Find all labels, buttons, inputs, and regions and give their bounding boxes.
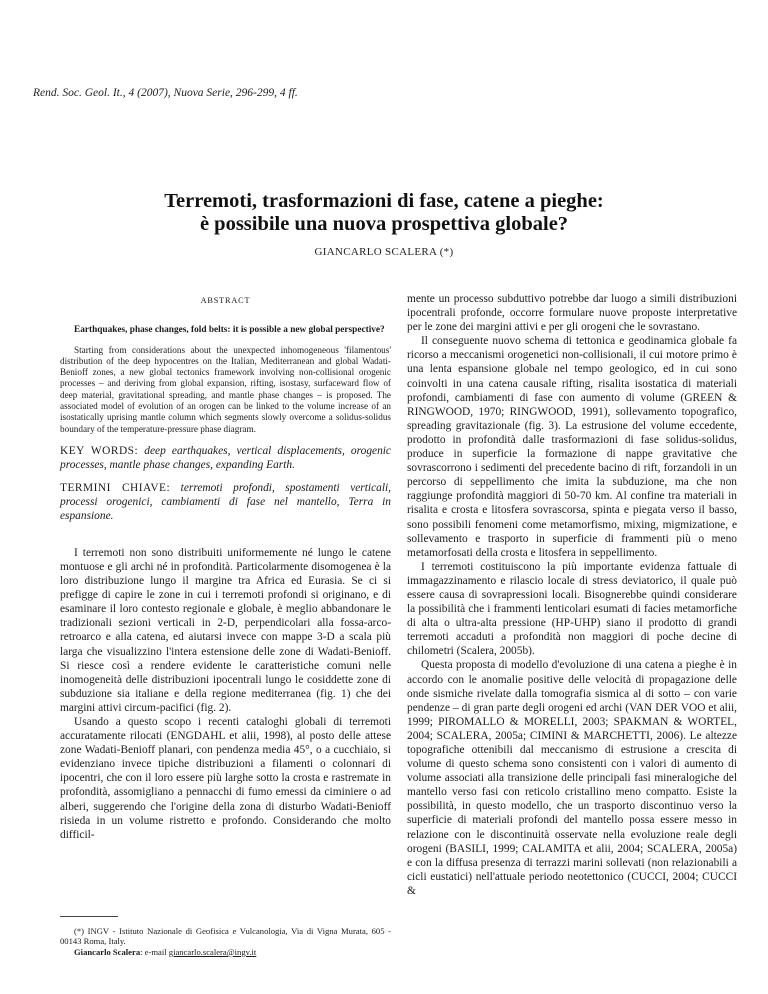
title-line-2: è possibile una nuova prospettiva globale? (199, 213, 569, 235)
termini-label: TERMINI CHIAVE: (60, 481, 171, 494)
body-paragraph: Questa proposta di modello d'evoluzione di una catena a pieghe è in accordo con le anomalie positive delle velocità di propagazione delle onde sismiche rivelate dalla tomografia sismica al di sotto – con varie pendenze – di gran parte degli orogeni ed archi (VAN DER VOO et alii, 1999; PIROMALLO & MORELLI, 2003; SPAKMAN & WORTEL, 2004; SCALERA, 2005a; CIMINI & MARCHETTI, 2006). Le altezze topografiche ottenibili dal meccanismo di estrusione a crescita di volume di questo schema sono consistenti con i valori di aumento di volume associati alla transizione delle principali fasi mineralogiche del mantello verso fasi con reticolo cristallino meno compatto. Esiste la possibilità, in questo modello, che un trasporto discontinuo verso la superficie di materiali profondi del mantello possa essere messo in relazione con le discontinuità osservate nella evoluzione reale degli orogeni (BASILI, 1999; CALAMITA et alii, 2004; SCALERA, 2005a) e con la diffusa presenza di terrazzi marini sollevati (non relazionabili a cicli eustatici) nell'attuale periodo neotettonico (CUCCI, 2004; CUCCI & (407, 659, 737, 897)
keywords-label: KEY WORDS: (60, 444, 139, 457)
termini-chiave (60, 481, 391, 523)
left-column (60, 292, 391, 842)
body-paragraph: mente un processo subduttivo potrebbe dar luogo a simili distribuzioni ipocentrali profonde, occorre formulare nuove proposte interpretative per le zone dei margini attivi e per gli orogeni che le sovrastano. (407, 293, 737, 334)
body-paragraph: Usando a questo scopo i recenti cataloghi globali di terremoti accuratamente rilocati (ENGDAHL et alii, 1998), al posto delle attese zone Wadati-Benioff planari, con pendenza media 45°, o a cucchiaio, si evidenziano invece tipiche distribuzioni a filamenti o colonnari di ipocentri, che con il loro essere più larghe sotto la crosta e rastremate in profondità, assomigliano a pennacchi di fumo emessi da ciminiere o ad alberi, suggerendo che l'origine della zona di disturbo Wadati-Benioff risieda in un volume ristretto e profondo. Considerando che molto difficil- (60, 716, 391, 841)
body-paragraph: I terremoti non sono distribuiti uniformemente né lungo le catene montuose e gli archi né in profondità. Particolarmente disomogenea è la loro distribuzione lungo il margine tra Africa ed Eurasia. Se ci si prefigge di capire le zone in cui i terremoti profondi si originano, e di esaminare il loro contesto regionale e globale, è meglio abbandonare le tradizionali sezioni verticali in 2-D, perpendicolari alla fossa-arco-retroarco e alla catena, ed aiutarsi invece con mappe 3-D a scala più larga che visualizzino l'intera estensione delle zone di Wadati-Benioff. Si riesce così a rendere evidente le caratteristiche comuni nelle inomogeneità delle distribuzioni ipocentrali lungo le cosiddette zone di subduzione sia italiane e della regione mediterranea (fig. 1) che dei margini attivi circum-pacifici (fig. 2). (60, 546, 391, 714)
footnote-contact: Giancarlo Scalera: e-mail giancarlo.scalera@ingv.it (74, 946, 257, 957)
author-name: GIANCARLO SCALERA (*) (314, 246, 454, 258)
email-link[interactable]: giancarlo.scalera@ingv.it (168, 946, 257, 957)
keywords (60, 444, 391, 472)
title-line-1: Terremoti, trasformazioni di fase, catene a pieghe: (164, 190, 604, 212)
footnote-affiliation: (*) INGV - Istituto Nazionale di Geofisica e Vulcanologia, Via di Vigna Murata, 605 - 00143 Roma, Italy. (60, 926, 391, 947)
footnote (60, 926, 391, 957)
footnote-author-name: Giancarlo Scalera (74, 946, 141, 957)
body-paragraph: Il conseguente nuovo schema di tettonica e geodinamica globale fa ricorso a meccanismi orogenetici non-collisionali, il cui motore primo è una lenta espansione globale nel tempo geologico, ed in cui sono coinvolti in una catena causale rifting, risalita isostatica di materiali profondi, cambiamenti di fase con aumento di volume (GREEN & RINGWOOD, 1970; RINGWOOD, 1991), sollevamento topografico, spreading gravitazionale (fig. 3). La estrusione del volume eccedente, prodotto in profondità dalle trasformazioni di fase solidus-solidus, produce in superficie la formazione di nappe gravitative che sovrascorrono i sedimenti del precedente bacino di rift, forzandoli in un percorso di seppellimento che imita la subduzione, ma che non raggiunge profondità maggiori di 50-70 km. Al confine tra materiali in risalita e crosta e litosfera sovrascorsa, spinta e piegata verso il basso, sono possibili fenomeni come metamorfismo, mixing, migmizatione, e sollevamento e trasporto in superficie di frammenti più o meno metamorfosati della crosta e litosfera in seppellimento. (407, 335, 737, 559)
body-paragraph: I terremoti costituiscono la più importante evidenza fattuale di immagazzinamento e rilascio locale di stress deviatorico, il quale può essere causa di sovrapressioni locali. Bisognerebbe quindi considerare la possibilità che i frammenti lenticolari esumati di facies metamorfiche di alta o ultra-alta pressione (HP-UHP) siano il prodotto di grandi terremoti accaduti a profondità non maggiori di poche decine di chilometri (Scalera, 2005b). (407, 560, 737, 658)
abstract-heading: ABSTRACT (200, 296, 251, 305)
abstract-title: Earthquakes, phase changes, fold belts: it is possible a new global perspective? (74, 325, 385, 335)
keywords-text: deep earthquakes, vertical displacements, orogenic processes, mantle phase changes, expanding Earth. (60, 444, 391, 471)
footnote-divider (60, 916, 118, 917)
termini-text: terremoti profondi, spostamenti verticali, processi orogenici, cambiamenti di fase nel mantello, Terra in espansione. (60, 481, 391, 522)
paper-title (60, 190, 708, 236)
abstract-text: Starting from considerations about the unexpected inhomogeneous 'filamentous' distribution of the deep hypocentres on the Italian, Mediterranean and global Wadati-Benioff zones, a new global tectonics framework involving non-collisional orogenic processes – and deriving from global expansion, rifting, isostasy, surfaceward flow of deep material, gravitational spreading, and mantle phase changes – is proposed. The associated model of evolution of an orogen can be linked to the volume increase of an isostatically uprising mantle column which segments slowly overcome a solidus-solidus boundary of the temperature-pressure phase diagram. (60, 344, 391, 434)
right-column (407, 292, 737, 898)
journal-citation: Rend. Soc. Geol. It., 4 (2007), Nuova Serie, 296-299, 4 ff. (33, 87, 298, 99)
